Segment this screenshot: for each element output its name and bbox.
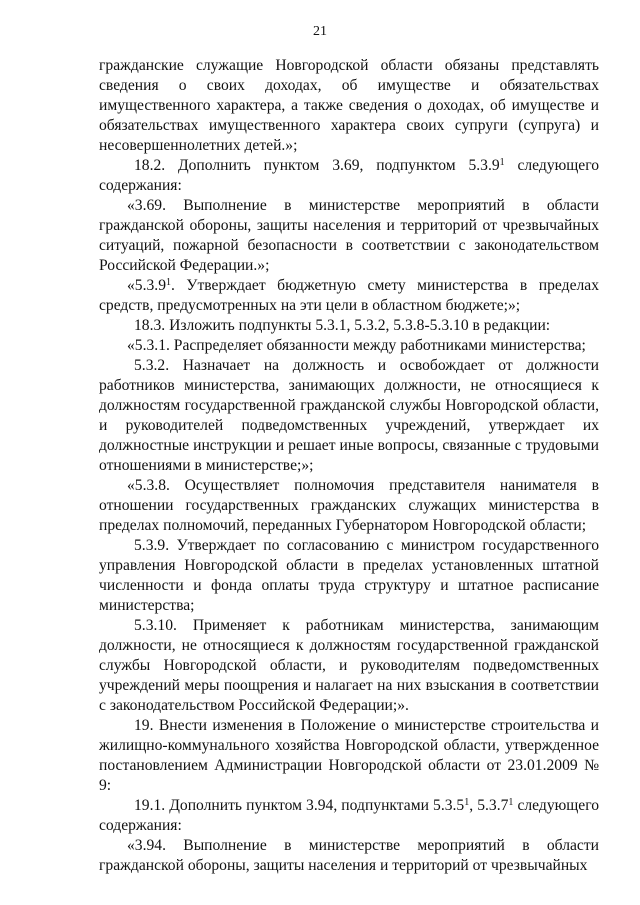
- superscript: 1: [464, 797, 470, 808]
- paragraph-19-1: [99, 796, 599, 836]
- paragraph-3-69: «3.69. Выполнение в министерстве мероприятий в области гражданской обороны, защиты населения и территорий от чрезвычайных ситуаций, пожарной безопасности в соответствии с законодательством Российской Федерации.»;: [99, 197, 599, 274]
- paragraph-18-2-tail: следующего содержания:: [99, 157, 599, 194]
- paragraph-5-3-9-1: [99, 276, 599, 316]
- document-body: [99, 56, 599, 876]
- paragraph-19-1-text: 19.1. Дополнить пунктом 3.94, подпунктами 5.3.5: [134, 797, 465, 814]
- paragraph-18-3: 18.3. Изложить подпункты 5.3.1, 5.3.2, 5.3.8-5.3.10 в редакции:: [134, 317, 551, 334]
- paragraph-5-3-1: «5.3.1. Распределяет обязанности между работниками министерства;: [127, 337, 586, 354]
- paragraph-5-3-2: 5.3.2. Назначает на должность и освобождает от должности работников министерства, занимающих должности, не относящиеся к должностям государственной гражданской службы Новгородской области, и руководителей подведомственных учреждений, утверждает их должностные инструкции и решает иные вопросы, связанные с трудовыми отношениями в министерстве;»;: [99, 357, 599, 474]
- paragraph-5-3-8: «5.3.8. Осуществляет полномочия представителя нанимателя в отношении государственных гражданских служащих министерства в пределах полномочий, переданных Губернатором Новгородской области;: [99, 477, 599, 534]
- paragraph-5-3-9-1-text: «5.3.9: [127, 277, 166, 294]
- paragraph-5-3-9-1-tail: . Утверждает бюджетную смету министерства в пределах средств, предусмотренных на эти цели в областном бюджете;»;: [99, 277, 599, 314]
- paragraph-18-2-text: 18.2. Дополнить пунктом 3.69, подпунктом 5.3.9: [134, 157, 500, 174]
- page-number: 21: [313, 24, 327, 39]
- superscript: 1: [499, 157, 505, 168]
- paragraph-5-3-9: 5.3.9. Утверждает по согласованию с министром государственного управления Новгородской области в пределах установленных штатной численности и фонда оплаты труда структуру и штатное расписание министерства;: [99, 537, 599, 614]
- superscript: 1: [165, 277, 171, 288]
- superscript: 1: [508, 797, 514, 808]
- paragraph-19-1-middle: , 5.3.7: [469, 797, 509, 814]
- paragraph-19-1-tail: следующего содержания:: [99, 797, 600, 834]
- paragraph-continuation: гражданские служащие Новгородской области обязаны представлять сведения о своих доходах, об имуществе и обязательствах имущественного характера, а также сведения о доходах, об имуществе и обязательствах имущественного характера своих супруги (супруга) и несовершеннолетних детей.»;: [99, 57, 599, 154]
- paragraph-5-3-10: 5.3.10. Применяет к работникам министерства, занимающим должности, не относящиеся к должностям государственной гражданской службы Новгородской области, и руководителям подведомственных учреждений меры поощрения и налагает на них взыскания в соответствии с законодательством Российской Федерации;».: [99, 617, 599, 714]
- paragraph-19: 19. Внести изменения в Положение о министерстве строительства и жилищно-коммунального хозяйства Новгородской области, утвержденное постановлением Администрации Новгородской области от 23.01.2009 № 9:: [99, 717, 599, 794]
- paragraph-18-2: [99, 156, 599, 196]
- paragraph-3-94: «3.94. Выполнение в министерстве мероприятий в области гражданской обороны, защиты населения и территорий от чрезвычайных: [99, 837, 599, 874]
